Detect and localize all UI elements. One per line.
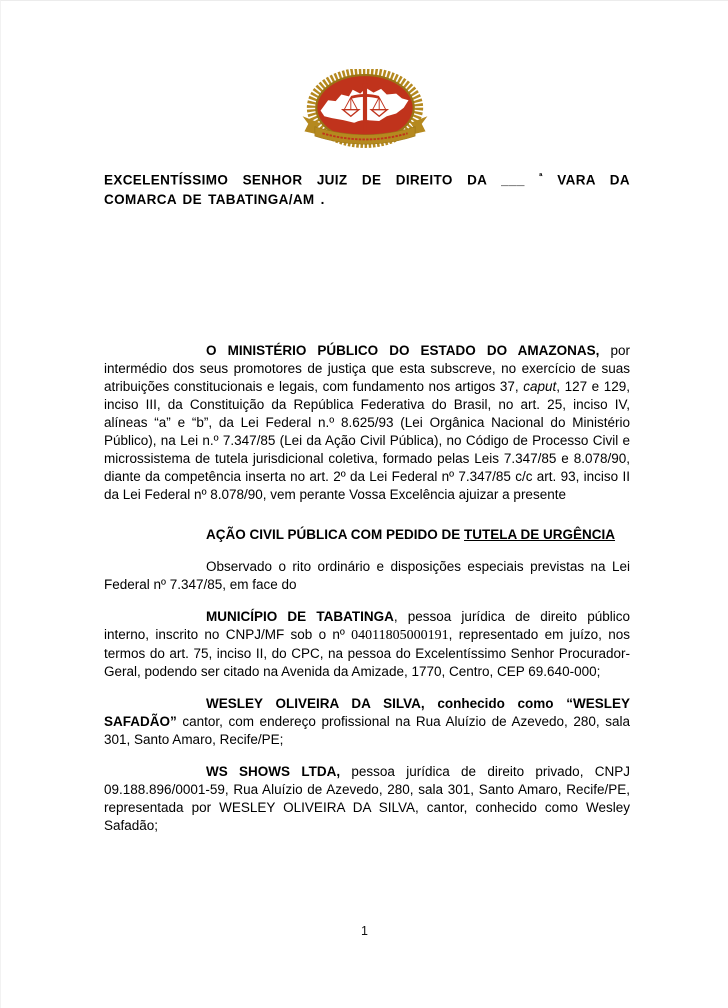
author-name: O MINISTÉRIO PÚBLICO DO ESTADO DO AMAZONAS, bbox=[206, 342, 600, 358]
action-title-underlined: TUTELA DE URGÊNCIA bbox=[464, 526, 616, 542]
defendant-municipio-text-b: , representado em juízo, nos termos do art. 75, inciso II, do CPC, na pessoa do Excelentíssimo Senhor Procurador-Geral, podendo ser citado na Avenida da Amizade, 1770, Centro, CEP 69.640-000; bbox=[104, 626, 630, 679]
intro-text-b: , 127 e 129, inciso III, da Constituição da República Federativa do Brasil, no art. 25, inciso IV, alíneas “a” e “b”, da Lei Federal n.º 8.625/93 (Lei Orgânica Nacional do Ministério Público), na Lei n.º 7.347/85 (Lei da Ação Civil Pública), no Código de Processo Civil e microssistema de tutela jurisdicional coletiva, formado pelas Leis 7.347/85 e 8.078/90, diante da competência inserta no art. 2º da Lei Federal nº 7.347/85 c/c art. 93, inciso II da Lei Federal nº 8.078/90, vem perante Vossa Excelência ajuizar a presente bbox=[104, 378, 631, 502]
addressee-text-end: VARA DA COMARCA DE TABATINGA/AM . bbox=[104, 172, 630, 207]
defendant-municipio-name: MUNICÍPIO DE TABATINGA bbox=[206, 608, 394, 624]
addressee-text: EXCELENTÍSSIMO SENHOR JUIZ DE DIREITO DA ___ bbox=[104, 172, 540, 188]
addressee-heading bbox=[104, 167, 630, 210]
ordinal-superscript: ª bbox=[539, 171, 543, 181]
defendant-ws-paragraph bbox=[104, 763, 630, 835]
mp-am-seal-icon bbox=[294, 69, 436, 156]
defendant-municipio-cnpj: 04011805000191 bbox=[351, 627, 449, 643]
document-body bbox=[1, 167, 728, 835]
intro-paragraph bbox=[104, 342, 630, 504]
intro-text-a: por intermédio dos seus promotores de justiça que esta subscreve, no exercício de suas atribuições constitucionais e legais, com fundamento nos artigos 37, bbox=[104, 342, 630, 394]
rite-text: Observado o rito ordinário e disposições especiais previstas na Lei Federal nº 7.347/85, em face do bbox=[104, 558, 630, 592]
defendant-wesley-name: WESLEY OLIVEIRA DA SILVA, conhecido como “WESLEY SAFADÃO” bbox=[104, 695, 630, 729]
page-number: 1 bbox=[361, 924, 368, 938]
action-title-plain: AÇÃO CIVIL PÚBLICA COM PEDIDO DE bbox=[206, 526, 465, 542]
header-logo-area bbox=[1, 1, 728, 156]
defendant-municipio-text-a: , pessoa jurídica de direito público interno, inscrito no CNPJ/MF sob o nº bbox=[104, 608, 631, 642]
defendant-wesley-text: cantor, com endereço profissional na Rua Aluízio de Azevedo, 280, sala 301, Santo Amaro, Recife/PE; bbox=[104, 713, 630, 747]
rite-paragraph bbox=[104, 558, 630, 594]
defendant-wesley-paragraph bbox=[104, 695, 630, 749]
intro-latin-term: caput bbox=[523, 378, 557, 394]
defendant-ws-name: WS SHOWS LTDA, bbox=[206, 763, 341, 779]
action-title bbox=[104, 526, 630, 544]
defendant-municipio-paragraph bbox=[104, 608, 630, 681]
defendant-ws-text: pessoa jurídica de direito privado, CNPJ 09.188.896/0001-59, Rua Aluízio de Azevedo, 280, sala 301, Santo Amaro, Recife/PE, representada por WESLEY OLIVEIRA DA SILVA, cantor, conhecido como Wesley Safadão; bbox=[104, 763, 630, 833]
